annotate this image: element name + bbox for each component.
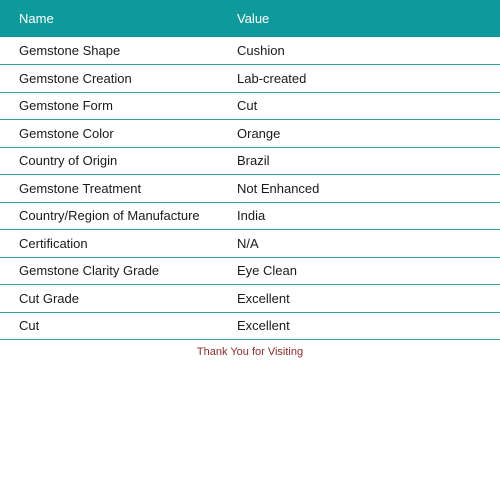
- row-name: Certification: [0, 230, 237, 258]
- table-header: [0, 0, 500, 37]
- table-row: [0, 175, 500, 203]
- row-value: Excellent: [237, 312, 500, 340]
- table-row: [0, 65, 500, 93]
- row-value: Not Enhanced: [237, 175, 500, 203]
- row-value: Excellent: [237, 285, 500, 313]
- row-name: Gemstone Creation: [0, 65, 237, 93]
- footer-thank-you: Thank You for Visiting: [196, 346, 304, 358]
- row-name: Gemstone Form: [0, 92, 237, 120]
- table-row: [0, 147, 500, 175]
- table-header-row: [0, 0, 500, 37]
- row-value: N/A: [237, 230, 500, 258]
- table-row: [0, 37, 500, 65]
- table-row: [0, 312, 500, 340]
- row-name: Gemstone Treatment: [0, 175, 237, 203]
- row-value: Lab-created: [237, 65, 500, 93]
- row-name: Gemstone Shape: [0, 37, 237, 65]
- row-name: Cut: [0, 312, 237, 340]
- table-row: [0, 230, 500, 258]
- header-value: Value: [237, 11, 270, 26]
- row-value: Orange: [237, 120, 500, 148]
- row-value: Cut: [237, 92, 500, 120]
- table-row: [0, 257, 500, 285]
- row-name: Gemstone Color: [0, 120, 237, 148]
- row-value: Brazil: [237, 147, 500, 175]
- row-name: Country/Region of Manufacture: [0, 202, 237, 230]
- table-row: [0, 120, 500, 148]
- row-name: Country of Origin: [0, 147, 237, 175]
- row-name: Cut Grade: [0, 285, 237, 313]
- row-value: Eye Clean: [237, 257, 500, 285]
- table-body: [0, 37, 500, 340]
- row-value: India: [237, 202, 500, 230]
- row-value: Cushion: [237, 37, 500, 65]
- row-name: Gemstone Clarity Grade: [0, 257, 237, 285]
- table-row: [0, 285, 500, 313]
- table-row: [0, 92, 500, 120]
- table-row: [0, 202, 500, 230]
- header-name: Name: [19, 11, 54, 26]
